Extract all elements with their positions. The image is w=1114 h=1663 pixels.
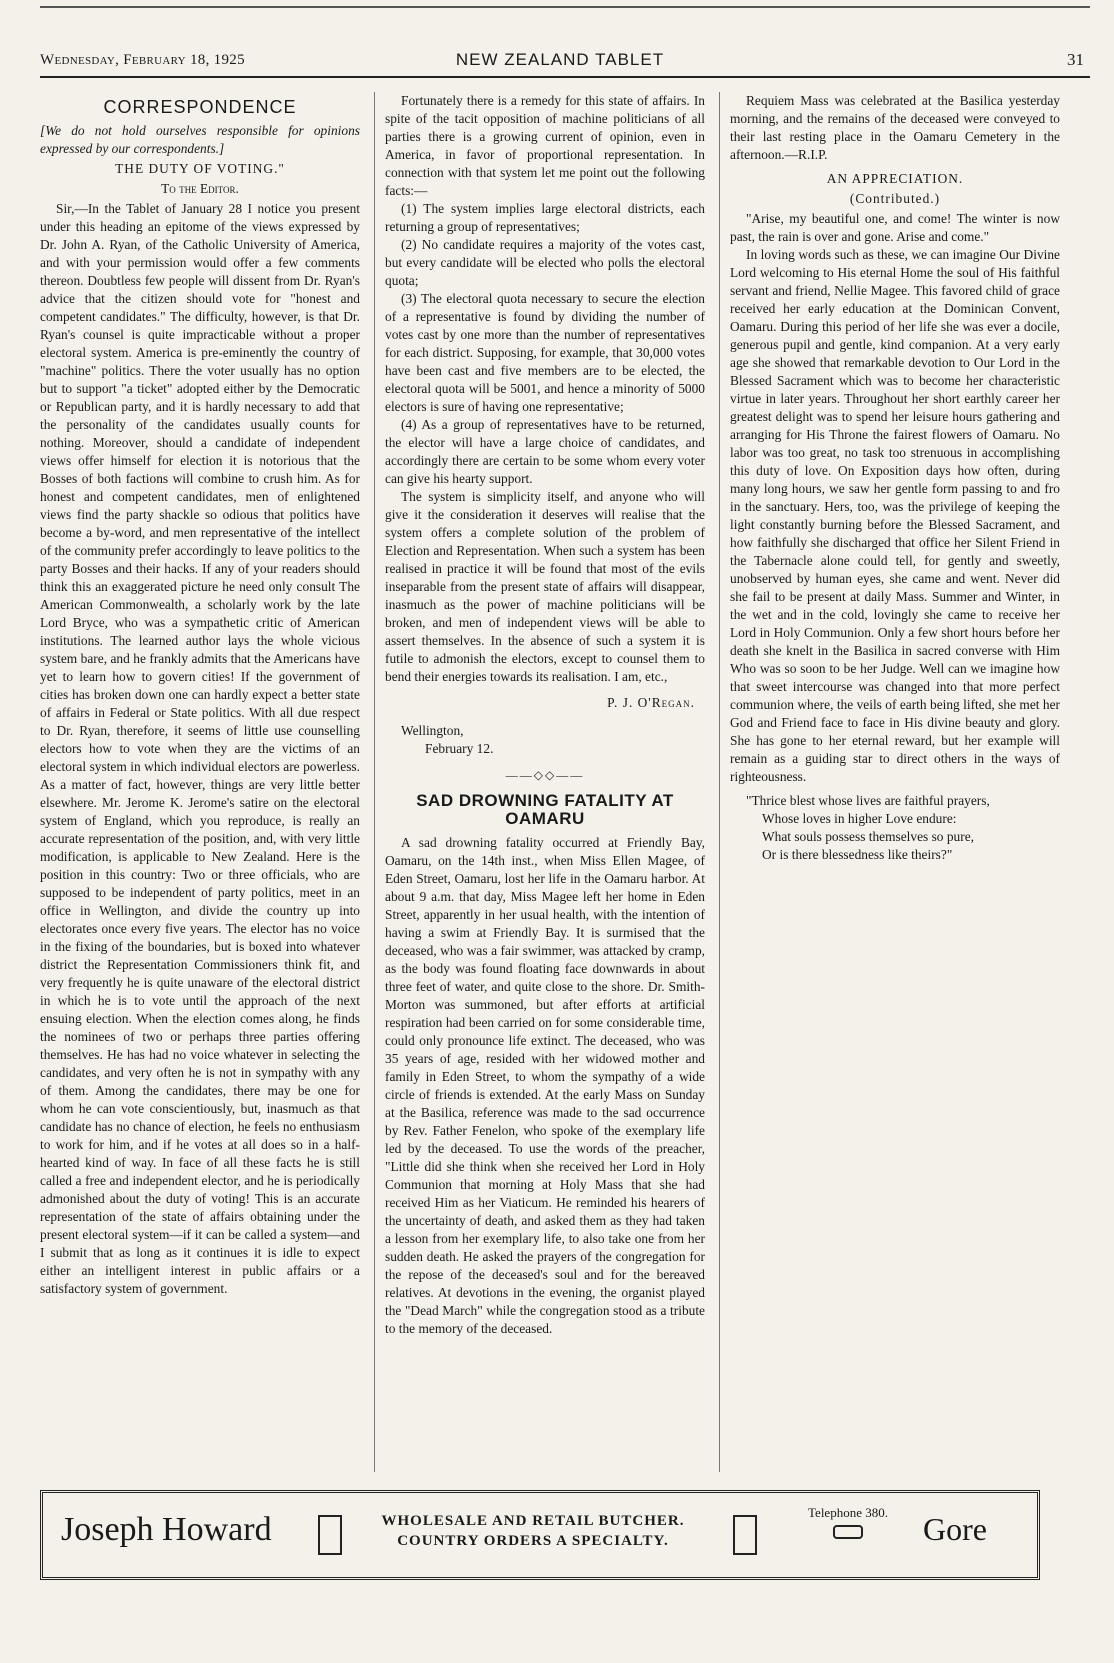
letter-paragraph: Sir,—In the Tablet of January 28 I notice you present under this heading an epitome of the views expressed by Dr. John A. Ryan, of the Catholic University of America, and with your permission would offer a few comments thereon. Doubtless few people will dissent from Dr. Ryan's advice that the citizen should vote for "honest and competent candidates." The difficulty, however, is that Dr. Ryan's counsel is quite impracticable without a proper electoral system. America is pre-eminently the country of "machine" politics. There the voter usually has no option but to support "a ticket" adopted either by the Democratic or Republican party, and it is hardly necessary to add that the personality of the candidates usually counts for nothing. Moreover, should a candidate of independent views offer himself for election it is notorious that the Bosses of both factions will combine to crush him. As for honest and competent candidates, men of enlightened views find the party shackle so odious that politics have become a by-word, and men representative of the intellect of the community prefer accordingly to leave politics to the party Bosses and their hacks. If any of your readers should think this an exaggerated picture he need only consult The American Commonwealth, a scholarly work by the late Lord Bryce, who was a sympathetic critic of American institutions. The learned author lays the whole vicious system bare, and he frankly admits that the Americans have yet to learn how to govern cities! If the government of cities has broken down one can hardly expect a better state of affairs in Federal or State politics. With all due respect to Dr. Ryan, therefore, it seems of little use counselling electors how to vote when they are the victims of an electoral system in which individual electors are powerless. As a matter of fact, however, things are very little better elsewhere. Mr. Jerome K. Jerome's satire on the electoral system of England, which you reproduce, is really an accurate representation of the position, and, with very little modification, is applicable to New Zealand. Here is the position in this country: Two or three officials, who are supposed to be independent of party politics, meet in an office in Wellington, and divide the country up into electorates once every five years. The elector has no voice in the fixing of the boundaries, but is boxed into whatever district the Representation Commissioners think fit, and very frequently he is quite unaware of the electoral district in which he is to vote until the approach of the next ensuing election. When the election comes along, he finds the nominees of two or perhaps three parties offering themselves. He has had no voice whatever in selecting the candidates, and very often he is not in sympathy with any of them. Among the candidates, there may be one for whom he can vote conscientiously, but, inasmuch as that candidate has no chance of election, he feels no enthusiasm to work for him, and if he votes at all does so in a half-hearted kind of way. In face of all these facts he is still called a free and independent elector, and he is periodically admonished about the duty of voting! This is an accurate representation of the state of affairs obtaining under the present electoral system—if it can be called a system—and I submit that as long as it continues it is idle to expect either an intelligent interest in public affairs or a satisfactory system of government. <box>40 201 360 1296</box>
letter-paragraph: (3) The electoral quota necessary to secure the election of a representative is found by dividing the number of votes cast by one more than the number of representatives for each district. Supposing, for example, that 30,000 votes have been cast and five members are to be elected, the electoral quota will be 5001, and hence a minority of 5000 electors is sure of having one representative; <box>385 291 705 414</box>
butcher-advertisement <box>40 1490 1040 1580</box>
letter-paragraph: (1) The system implies large electoral districts, each returning a group of representatives; <box>385 201 705 234</box>
telephone-icon <box>833 1525 863 1539</box>
letter-signature: P. J. O'Regan. <box>607 695 695 710</box>
telephone-number: Telephone 380. <box>808 1505 888 1520</box>
paper-title: NEW ZEALAND TABLET <box>455 50 665 69</box>
article-headline: SAD DROWNING FATALITY AT OAMARU <box>416 791 674 828</box>
article-paragraph: Requiem Mass was celebrated at the Basilica yesterday morning, and the remains of the deceased were conveyed to their last resting place in the Oamaru Cemetery in the afternoon.—R.I.P. <box>730 93 1060 162</box>
column-1 <box>40 92 360 1472</box>
newspaper-page <box>40 0 1100 1663</box>
issue-date: Wednesday, February 18, 1925 <box>40 52 245 68</box>
decorative-box <box>733 1515 757 1555</box>
poem-line: "Thrice blest whose lives are faithful prayers, <box>746 793 990 808</box>
letter-paragraph: Fortunately there is a remedy for this state of affairs. In spite of the tacit opposition of machine politicians of all parties there is a growing current of opinion, even in America, in favor of proportional representation. In connection with that system let me point out the following facts:— <box>385 93 705 198</box>
decorative-box <box>318 1515 342 1555</box>
poem-line: Whose loves in higher Love endure: <box>762 811 957 826</box>
article-paragraph: A sad drowning fatality occurred at Friendly Bay, Oamaru, on the 14th inst., when Miss Ellen Magee, of Eden Street, Oamaru, lost her life in the Oamaru harbor. At about 9 a.m. that day, Miss Magee left her home in Eden Street, apparently in her usual health, with the intention of having a swim at Friendly Bay. It is surmised that the deceased, who was a fair swimmer, was attacked by cramp, as the body was found floating face downwards in about three feet of water, and quite close to the shore. Dr. Smith-Morton was summoned, but after efforts at artificial respiration had been carried on for some considerable time, could only pronounce life extinct. The deceased, who was 35 years of age, resided with her widowed mother and family in Eden Street, to whom the sympathy of a wide circle of friends is extended. At the early Mass on Sunday at the Basilica, reference was made to the sad occurrence by Rev. Father Fenelon, who spoke of the exemplary life led by the deceased. To use the words of the preacher, "Little did she think when she received her Lord in Holy Communion that morning at Holy Mass that she had received Him as her Viaticum. He reminded his hearers of the uncertainty of death, and asked them as they had taken a lesson from her exemplary life, to also take one from her sudden death. He asked the prayers of the congregation for the repose of the deceased's soul and for the bereaved relatives. At devotions in the evening, the organist played the "Dead March" while the congregation stood as a tribute to the memory of the deceased. <box>385 835 705 1336</box>
column-2 <box>385 92 705 1472</box>
page-number: 31 <box>1067 50 1084 69</box>
masthead <box>40 50 1090 78</box>
appreciation-contributed: (Contributed.) <box>849 191 941 206</box>
top-rule <box>40 6 1090 8</box>
poem-line: What souls possess themselves so pure, <box>762 829 974 844</box>
telephone-block <box>788 1505 908 1539</box>
appreciation-title: AN APPRECIATION. <box>826 171 964 186</box>
letter-title: THE DUTY OF VOTING." <box>115 161 285 176</box>
advertiser-name: Joseph Howard <box>61 1511 272 1548</box>
section-title: CORRESPONDENCE <box>103 97 297 117</box>
advert-line-1: WHOLESALE AND RETAIL BUTCHER. <box>381 1513 685 1529</box>
letter-place: Wellington, <box>401 723 464 738</box>
poem-line: Or is there blessedness like theirs?" <box>762 847 953 862</box>
letter-continuation <box>385 92 705 1338</box>
editorial-disclaimer: [We do not hold ourselves responsible for opinions expressed by our correspondents.] <box>40 123 360 156</box>
letter-paragraph: (4) As a group of representatives have to be returned, the elector will have a large choice of candidates, and accordingly there are certain to be some whom every voter can give his hearty support. <box>385 417 705 486</box>
column-rule <box>719 92 720 1472</box>
letter-paragraph: (2) No candidate requires a majority of the votes cast, but every candidate will be elected who polls the electoral quota; <box>385 237 705 288</box>
advert-line-2: COUNTRY ORDERS A SPECIALTY. <box>397 1533 669 1549</box>
letter-paragraph: The system is simplicity itself, and anyone who will give it the consideration it deserves will realise that the system offers a complete solution of the problem of Election and Representation. When such a system has been realised in practice it will be found that most of the evils inseparable from the present state of affairs will disappear, inasmuch as the power of machine politicians will be broken, and men of independent views will be able to assert themselves. In the absence of such a system it is futile to admonish the electors, except to counsel them to bend their energies towards its realisation. I am, etc., <box>385 489 705 684</box>
letter-salutation: To the Editor. <box>161 181 239 196</box>
divider-ornament: ——◇◇—— <box>505 768 585 782</box>
appreciation-paragraph: "Arise, my beautiful one, and come! The winter is now past, the rain is over and gone. Arise and come." <box>730 211 1060 244</box>
column-3 <box>730 92 1060 1472</box>
advert-text <box>363 1511 703 1551</box>
column-rule <box>374 92 375 1472</box>
advert-town: Gore <box>923 1511 987 1547</box>
appreciation-paragraph: In loving words such as these, we can imagine Our Divine Lord welcoming to His eternal Home the soul of His faithful servant and friend, Nellie Magee. This favored child of grace received her early education at the Dominican Convent, Oamaru. During this period of her life she was ever a docile, generous pupil and gentle, kind companion. At a very early age she showed that remarkable devotion to Our Lord in the Blessed Sacrament which was to become her characteristic virtue in later years. Throughout her short earthly career her greatest delight was to spend her leisure hours gathering and arranging for His Throne the fairest flowers of Oamaru. No labor was too great, no task too strenuous in accomplishing this duty of love. On Exposition days how often, during many long hours, we saw her gentle form passing to and fro in the sanctuary. Hers, too, was the privilege of keeping the light constantly burning before the Blessed Sacrament, and how faithfully she discharged that office her Silent Friend in the Tabernacle alone could tell, for gently and sweetly, unobserved by human eyes, she came and went. Never did she fail to be present at daily Mass. Summer and Winter, in the wet and in the cold, lovingly she came to receive her Lord in Holy Communion. Only a few short hours before her death she knelt in the Basilica in sacred converse with Him Who was so soon to be her Judge. Well can we imagine how that sweet intercourse was changed into that more perfect communion where, the veils of earth being lifted, she met her God and Friend face to face in His divine beauty and glory. She has gone to her eternal reward, but her example will remain as a guiding star to direct others in the ways of righteousness. <box>730 247 1060 784</box>
letter-date: February 12. <box>425 741 494 756</box>
